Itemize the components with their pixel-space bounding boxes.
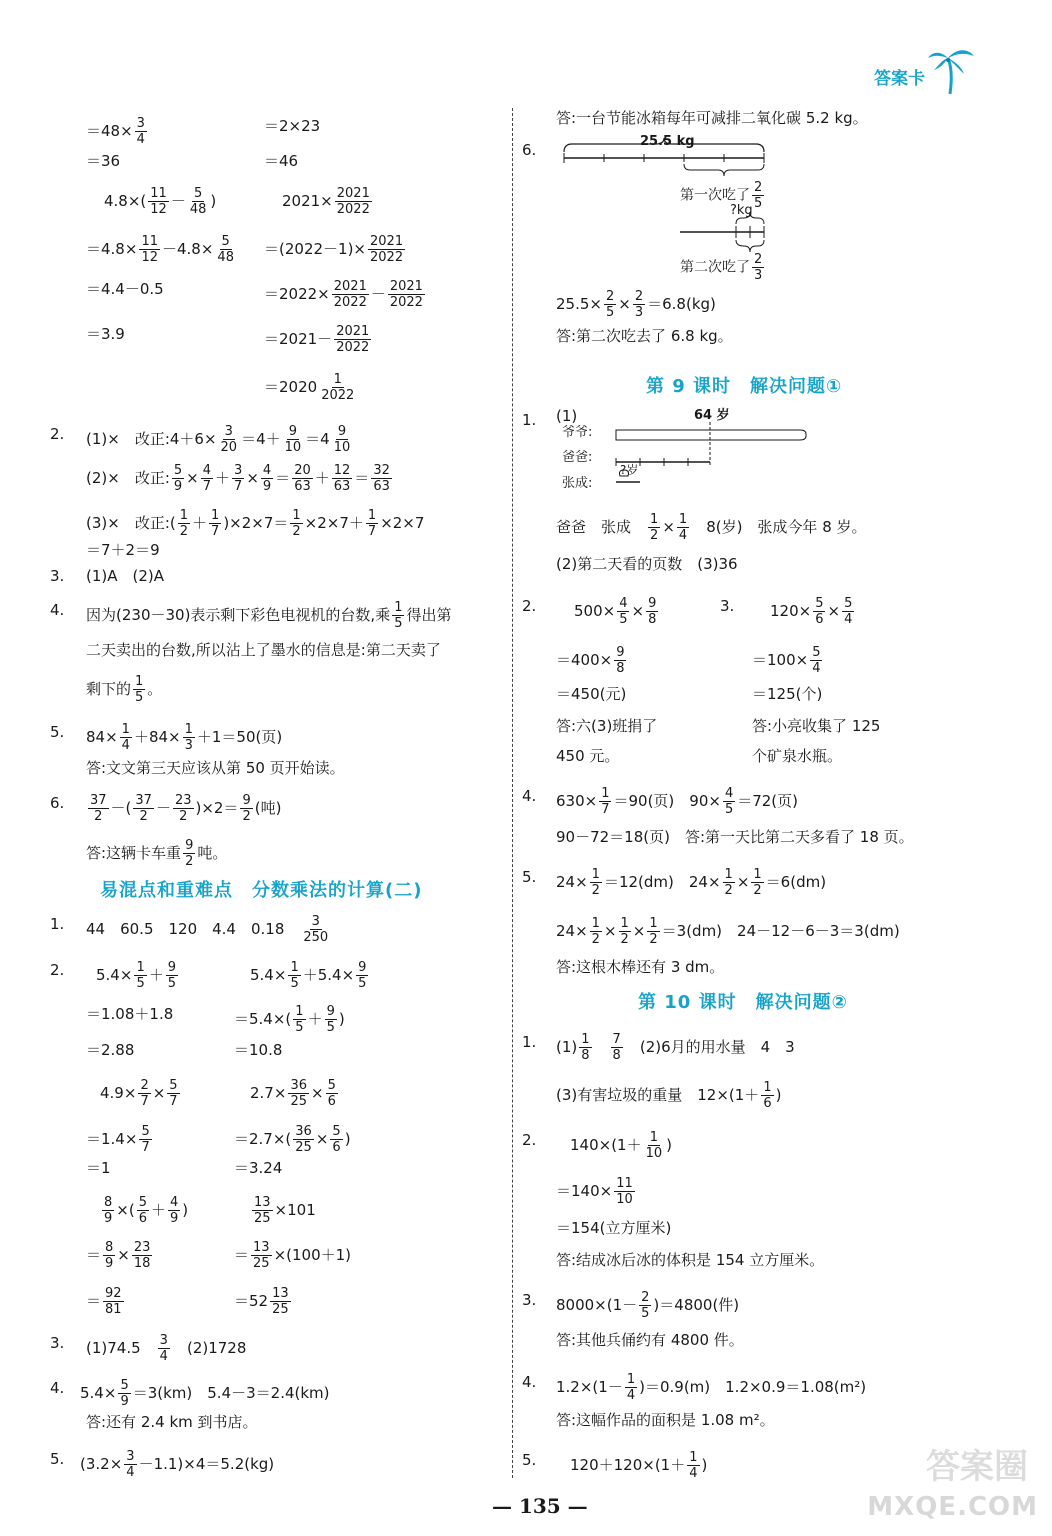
line: 5.4× $\frac{1}{5}$ ＋ $\frac{9}{5}$ (96, 960, 177, 991)
label: ?kg (730, 203, 753, 218)
question-number: 4. (50, 601, 65, 619)
question-number: 4. (50, 1379, 65, 1397)
line: ＝2.88 (86, 1041, 135, 1059)
question-number: 2. (50, 425, 65, 443)
line: $\frac{8}{9}$ ×( $\frac{5}{6}$ ＋ $\frac{4}{9}$ ) (104, 1195, 189, 1226)
question-number: 5. (50, 723, 65, 741)
line: ＝400× $\frac{9}{8}$ (556, 645, 625, 676)
question-number: 3. (50, 1334, 65, 1352)
line: ＝100× $\frac{5}{4}$ (752, 645, 821, 676)
line: ＝1.08＋1.8 (86, 1005, 174, 1023)
line: ＝125(个) (752, 685, 823, 703)
line: 500× $\frac{4}{5}$ × $\frac{9}{8}$ (574, 596, 657, 627)
line: ＝3.24 (234, 1159, 283, 1177)
label: 25.5 kg (640, 134, 695, 149)
line: 630× $\frac{1}{7}$ ＝90(页) 90× $\frac{4}{5}$ ＝72(页) (556, 786, 799, 817)
question-number: 4. (522, 1373, 537, 1391)
question-number: 1. (522, 1033, 537, 1051)
line: 因为(230－30)表示剩下彩色电视机的台数,乘 $\frac{1}{5}$ 得出第 (86, 600, 452, 631)
line: 4.8×( $\frac{11}{12}$ － $\frac{5}{48}$ ) (104, 186, 217, 217)
label: 张成: (562, 476, 593, 491)
line: ＝10.8 (234, 1041, 283, 1059)
question-number: 3. (50, 567, 65, 585)
question-number: 2. (50, 961, 65, 979)
line: (3)有害垃圾的重量 12×(1＋ $\frac{1}{6}$ ) (556, 1080, 782, 1111)
line: $\frac{13}{25}$ ×101 (254, 1195, 316, 1226)
line: ＝2021－ $\frac{2021}{2022}$ (264, 324, 370, 355)
question-number: 5. (522, 868, 537, 886)
line: 剩下的 $\frac{1}{5}$ 。 (86, 674, 163, 705)
question-number: 2. (522, 597, 537, 615)
question-number: 6. (50, 794, 65, 812)
question-number: 1. (50, 915, 65, 933)
label: 爸爸: (562, 450, 593, 465)
line: 答:还有 2.4 km 到书店。 (86, 1413, 258, 1431)
label: ?岁 (620, 463, 639, 477)
line: 答:这根木棒还有 3 dm。 (556, 958, 725, 976)
line: ＝36 (86, 152, 121, 170)
line: 答:文文第三天应该从第 50 页开始读。 (86, 759, 345, 777)
line: (1) (556, 407, 578, 425)
line: 个矿泉水瓶。 (752, 747, 843, 765)
question-number: 6. (522, 141, 537, 159)
line: 答:小亮收集了 125 (752, 717, 881, 735)
line: 24× $\frac{1}{2}$ ＝12(dm) 24× $\frac{1}{2}$ × $\frac{1}{2}$ ＝6(dm) (556, 867, 827, 898)
line: 140×(1＋ $\frac{1}{10}$ ) (570, 1130, 673, 1161)
line: ＝2022× $\frac{2021}{2022}$ － $\frac{2021}{2022}$ (264, 279, 423, 310)
palm-tree-icon (926, 44, 978, 96)
question-number: 4. (522, 787, 537, 805)
line: ＝4.8× $\frac{11}{12}$ －4.8× $\frac{5}{48}$ (86, 234, 234, 265)
line: 二天卖出的台数,所以沾上了墨水的信息是:第二天卖了 (86, 641, 441, 659)
section-title: 易混点和重难点 分数乘法的计算(二) (100, 880, 423, 901)
line: 答:六(3)班捐了 (556, 717, 658, 735)
line: 2.7× $\frac{36}{25}$ × $\frac{5}{6}$ (250, 1078, 336, 1109)
line: (1) $\frac{1}{8}$ $\frac{7}{8}$ (2)6月的用水量 4 3 (556, 1032, 795, 1063)
age-diagram (600, 418, 810, 494)
line: (2)第二天看的页数 (3)36 (556, 555, 738, 573)
line: 84× $\frac{1}{4}$ ＋84× $\frac{1}{3}$ ＋1＝50(页) (86, 722, 283, 753)
line: ＝4.4－0.5 (86, 280, 164, 298)
line: 2021× $\frac{2021}{2022}$ (282, 186, 370, 217)
line: ＝2020 $\frac{1}{2022}$ (264, 372, 355, 403)
line: ＝5.4×( $\frac{1}{5}$ ＋ $\frac{9}{5}$ ) (234, 1004, 345, 1035)
line: 4.9× $\frac{2}{7}$ × $\frac{5}{7}$ (100, 1078, 178, 1109)
line: (1)74.5 $\frac{3}{4}$ (2)1728 (86, 1333, 247, 1364)
watermark-logo: 答案圈 (926, 1447, 1028, 1487)
line: ＝140× $\frac{11}{10}$ (556, 1176, 633, 1207)
column-divider (512, 108, 513, 1478)
section-title: 第 9 课时 解决问题① (646, 376, 843, 397)
label: 第二次吃了 $\frac{2}{3}$ (680, 252, 763, 283)
line: (1)A (2)A (86, 567, 165, 585)
question-number: 3. (522, 1291, 537, 1309)
line: ＝ $\frac{92}{81}$ (86, 1286, 122, 1317)
line: (2)× 改正: $\frac{5}{9}$ × $\frac{4}{7}$ ＋ $\frac{3}{7}$ × $\frac{4}{9}$ ＝ $\frac{20}{63}$ ＋ $\frac{12}{63}$ ＝ $\frac{32}{63}$ (86, 463, 390, 494)
label: 爷爷: (562, 425, 593, 440)
line: ＝52 $\frac{13}{25}$ (234, 1286, 289, 1317)
line: ＝46 (264, 152, 299, 170)
line: 答:这幅作品的面积是 1.08 m²。 (556, 1411, 775, 1429)
line: 答:第二次吃去了 6.8 kg。 (556, 327, 733, 345)
line: 25.5× $\frac{2}{5}$ × $\frac{2}{3}$ ＝6.8(kg) (556, 289, 716, 320)
section-title: 第 10 课时 解决问题② (638, 992, 848, 1013)
line: (1)× 改正:4＋6× $\frac{3}{20}$ ＝4＋ $\frac{9}{10}$ ＝4 $\frac{9}{10}$ (86, 424, 351, 455)
line: 5.4× $\frac{5}{9}$ ＝3(km) 5.4－3＝2.4(km) (80, 1378, 330, 1409)
line: 5.4× $\frac{1}{5}$ ＋5.4× $\frac{9}{5}$ (250, 960, 367, 991)
line: (3)× 改正:( $\frac{1}{2}$ ＋ $\frac{1}{7}$ )×2×7＝ $\frac{1}{2}$ ×2×7＋ $\frac{1}{7}$ ×2×7 (86, 508, 425, 539)
line: ＝ $\frac{8}{9}$ × $\frac{23}{18}$ (86, 1240, 151, 1271)
line: 90－72＝18(页) 答:第一天比第二天多看了 18 页。 (556, 828, 914, 846)
line: 450 元。 (556, 747, 620, 765)
line: ＝(2022－1)× $\frac{2021}{2022}$ (264, 234, 404, 265)
line: 8000×(1－ $\frac{2}{5}$ )＝4800(件) (556, 1290, 740, 1321)
line: ＝450(元) (556, 685, 627, 703)
line: 答:这辆卡车重 $\frac{9}{2}$ 吨。 (86, 838, 228, 869)
question-number: 1. (522, 411, 537, 429)
question-number: 3. (720, 597, 735, 615)
line: ＝ $\frac{13}{25}$ ×(100＋1) (234, 1240, 352, 1271)
line: 44 60.5 120 4.4 0.18 $\frac{3}{250}$ (86, 914, 329, 945)
line: 答:结成冰后冰的体积是 154 立方厘米。 (556, 1251, 825, 1269)
brand-label: 答案卡 (874, 69, 925, 89)
line: ＝2.7×( $\frac{36}{25}$ × $\frac{5}{6}$ ) (234, 1124, 351, 1155)
line: ＝7＋2＝9 (86, 541, 160, 559)
line: ＝2×23 (264, 117, 321, 135)
line: ＝1.4× $\frac{5}{7}$ (86, 1124, 150, 1155)
page-number: — 135 — (492, 1494, 588, 1518)
line: 120× $\frac{5}{6}$ × $\frac{5}{4}$ (770, 596, 853, 627)
line: (3.2× $\frac{3}{4}$ －1.1)×4＝5.2(kg) (80, 1449, 275, 1480)
line: ＝48× $\frac{3}{4}$ (86, 116, 145, 147)
line: 1.2×(1－ $\frac{1}{4}$ )＝0.9(m) 1.2×0.9＝1.08(m²) (556, 1372, 867, 1403)
line: ＝1 (86, 1159, 111, 1177)
label: 第一次吃了 $\frac{2}{5}$ (680, 180, 763, 211)
line: 答:一台节能冰箱每年可减排二氧化碳 5.2 kg。 (556, 109, 868, 127)
line: ＝154(立方厘米) (556, 1219, 672, 1237)
label: 64 岁 (694, 408, 730, 423)
question-number: 2. (522, 1131, 537, 1149)
line: 24× $\frac{1}{2}$ × $\frac{1}{2}$ × $\frac{1}{2}$ ＝3(dm) 24－12－6－3＝3(dm) (556, 916, 900, 947)
watermark-url: MXQE.COM (867, 1492, 1038, 1522)
question-number: 5. (522, 1451, 537, 1469)
question-number: 5. (50, 1450, 65, 1468)
line: ＝3.9 (86, 325, 125, 343)
line: 爸爸 张成 $\frac{1}{2}$ × $\frac{1}{4}$ 8(岁) 张成今年 8 岁。 (556, 512, 867, 543)
line: 答:其他兵俑约有 4800 件。 (556, 1331, 744, 1349)
line: 120＋120×(1＋ $\frac{1}{4}$ ) (570, 1450, 708, 1481)
line: $\frac{37}{2}$ －( $\frac{37}{2}$ － $\frac{23}{2}$ )×2＝ $\frac{9}{2}$ (吨) (90, 793, 282, 824)
